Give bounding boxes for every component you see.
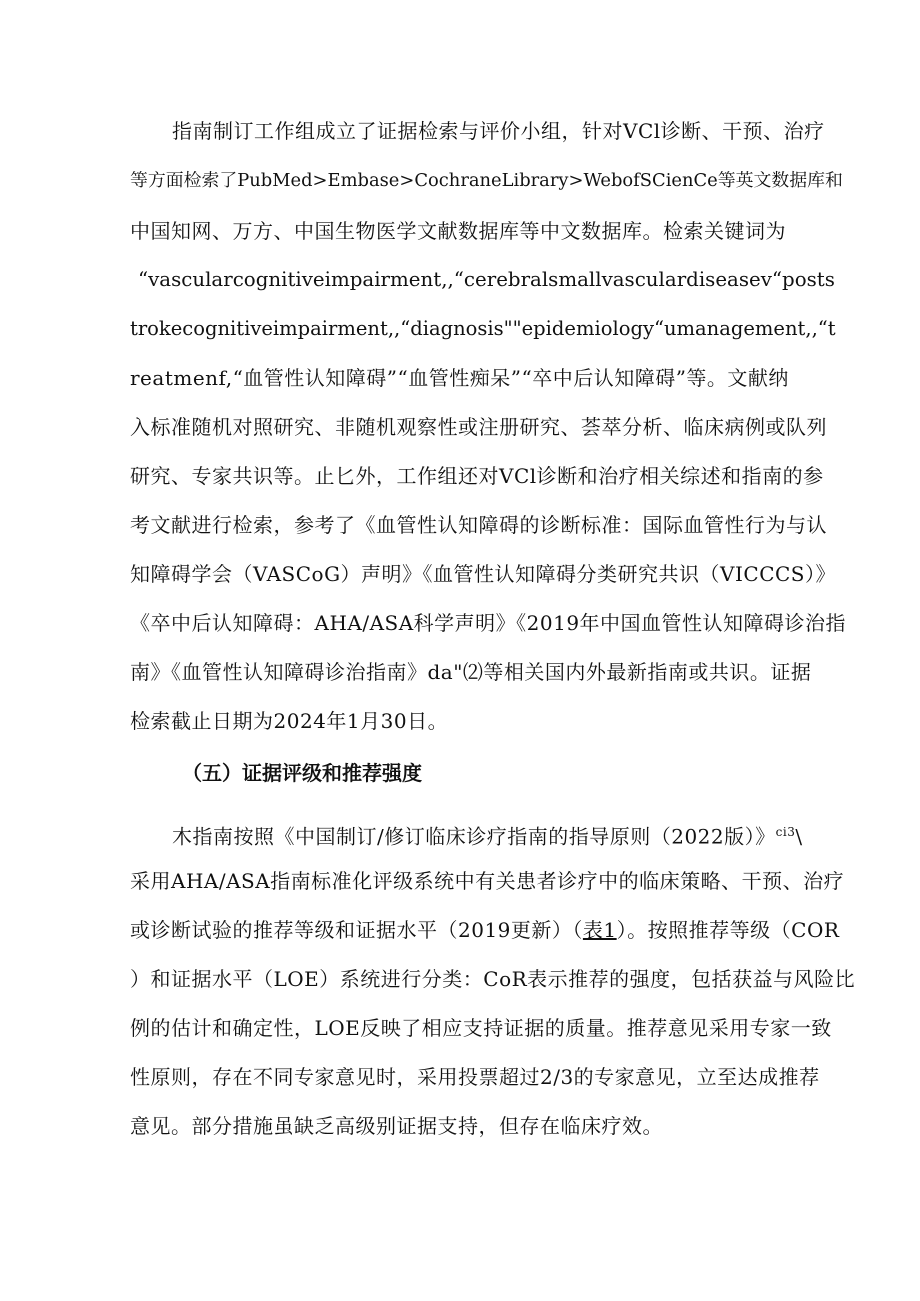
paragraph1-line-2: 等方面检索了PubMed>Embase>CochraneLibrary>WebofSCienCe等英文数据库和 <box>130 170 843 191</box>
paragraph1-line-1: 指南制订工作组成立了证据检索与评价小组，针对VCl诊断、干预、治疗 <box>172 119 825 143</box>
paragraph2-line-5: 例的估计和确定性，LOE反映了相应支持证据的质量。推荐意见采用专家一致 <box>130 1016 832 1040</box>
table-reference-link[interactable]: 表1 <box>582 918 617 942</box>
paragraph2-line-2: 采用AHA/ASA指南标准化评级系统中有关患者诊疗中的临床策略、干预、治疗 <box>130 869 845 893</box>
paragraph2-line-3-post: ）。按照推荐等级（COR <box>616 918 840 942</box>
paragraph1-line-11: 《卒中后认知障碍：AHA/ASA科学声明》《2019年中国血管性认知障碍诊治指 <box>130 611 847 635</box>
paragraph2-line-7: 意见。部分措施虽缺乏高级别证据支持，但存在临床疗效。 <box>130 1114 663 1138</box>
paragraph1-line-13: 检索截止日期为2024年1月30日。 <box>130 709 449 733</box>
paragraph2-line-3 <box>130 917 839 943</box>
paragraph2-line-4: ）和证据水平（LOE）系统进行分类：CoR表示推荐的强度，包括获益与风险比 <box>130 967 856 991</box>
paragraph2-line-1 <box>172 819 803 850</box>
paragraph1-line-6: reatmenf,“血管性认知障碍”“血管性痴呆”“卒中后认知障碍”等。文献纳 <box>130 366 789 390</box>
paragraph2-line-1-tail: \ <box>795 824 803 849</box>
paragraph1-line-9: 考文献进行检索，参考了《血管性认知障碍的诊断标准：国际血管性行为与认 <box>130 513 827 537</box>
paragraph2-line-6: 性原则，存在不同专家意见时，采用投票超过2/3的专家意见，立至达成推荐 <box>130 1065 820 1089</box>
paragraph1-line-7: 入标准随机对照研究、非随机观察性或注册研究、荟萃分析、临床病例或队列 <box>130 415 827 439</box>
paragraph1-line-8: 研究、专家共识等。止匕外，工作组还对VCl诊断和治疗相关综述和指南的参 <box>130 464 824 488</box>
section-heading: （五）证据评级和推荐强度 <box>182 761 422 785</box>
paragraph2-line-1-text: 木指南按照《中国制订/修订临床诊疗指南的指导原则（2022版）》 <box>172 824 776 849</box>
paragraph1-line-12: 南》《血管性认知障碍诊治指南》da"⑵等相关国内外最新指南或共识。证据 <box>130 660 812 684</box>
paragraph1-line-5: trokecognitiveimpairment,,“diagnosis""epidemiology“umanagement,,“t <box>130 317 836 340</box>
paragraph1-line-3: 中国知网、万方、中国生物医学文献数据库等中文数据库。检索关键词为 <box>130 219 786 243</box>
paragraph1-line-4: “vascularcognitiveimpairment,,“cerebralsmallvasculardiseasev“posts <box>138 268 835 291</box>
paragraph1-line-10: 知障碍学会（VASCoG）声明》《血管性认知障碍分类研究共识（VICCCS）》 <box>130 562 837 586</box>
paragraph2-line-3-pre: 或诊断试验的推荐等级和证据水平（2019更新）（ <box>130 918 583 942</box>
citation-superscript: ci3 <box>775 825 796 839</box>
